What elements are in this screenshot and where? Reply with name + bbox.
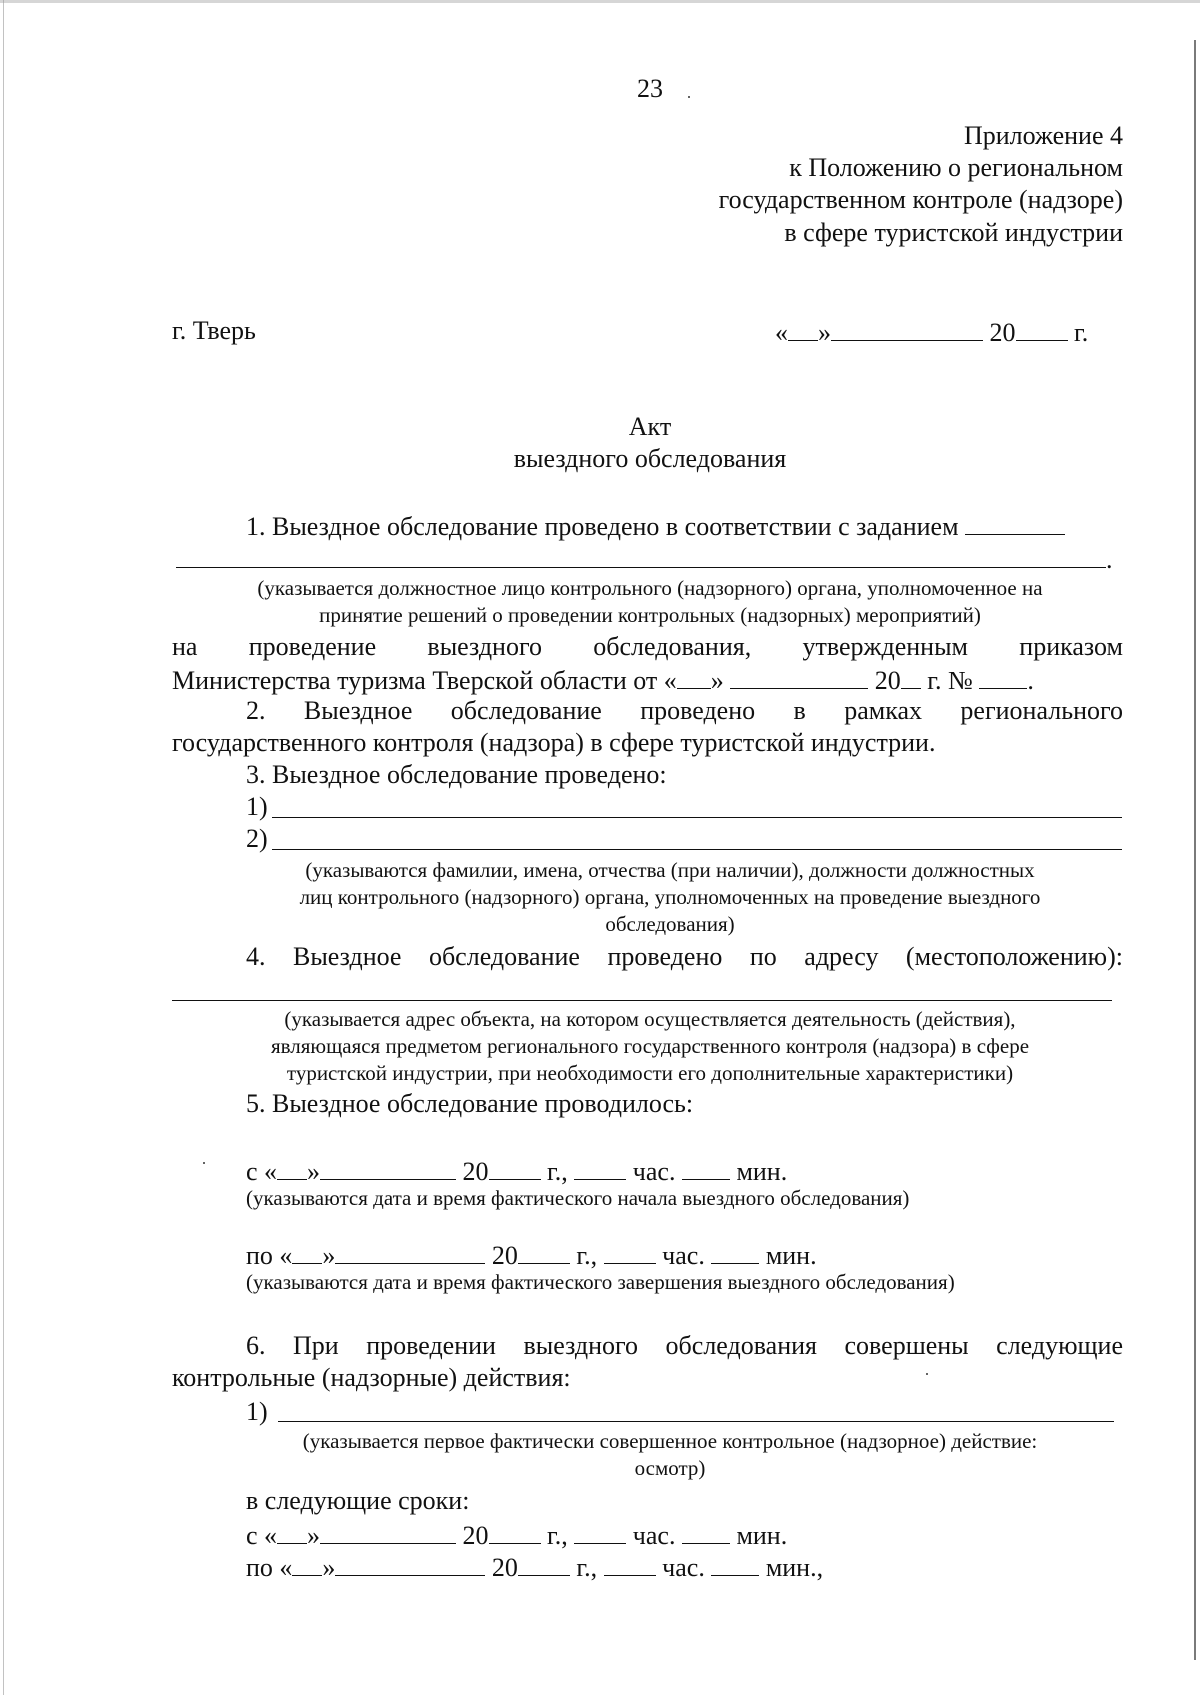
start-mins-blank <box>682 1157 730 1180</box>
start-year-blank <box>489 1157 541 1180</box>
term-start-prefix: с « <box>246 1521 278 1550</box>
scan-edge-right <box>1194 40 1196 1660</box>
end-year-suffix: г., <box>576 1241 598 1270</box>
end-close-quote: » <box>322 1241 336 1270</box>
s6-line-1: 6. При проведении выездного обследования совершены следующие <box>246 1331 1123 1360</box>
s1-text <box>246 512 1065 540</box>
term-end-year-prefix: 20 <box>491 1553 518 1582</box>
term-end-day-blank <box>292 1553 322 1576</box>
start-close-quote: » <box>307 1157 321 1186</box>
order-year-blank <box>901 666 921 689</box>
page-number: 23 <box>637 74 663 103</box>
s1-cont-1: на проведение выездного обследования, утвержденным приказом <box>172 632 1123 661</box>
term-start-year-prefix: 20 <box>462 1521 489 1550</box>
s6-note-2: осмотр) <box>634 1456 706 1480</box>
end-prefix: по « <box>246 1241 293 1270</box>
year-prefix: 20 <box>989 318 1016 347</box>
order-date-prefix: Министерства туризма Тверской области от « <box>172 666 677 695</box>
date-field <box>775 318 1088 346</box>
year-blank <box>1016 318 1068 341</box>
term-end-close-quote: » <box>322 1553 336 1582</box>
scan-speck <box>203 1162 205 1164</box>
start-year-suffix: г., <box>547 1157 568 1186</box>
s4-note-1: (указывается адрес объекта, на котором осуществляется деятельность (действия), <box>284 1007 1016 1031</box>
year-suffix: г. <box>1074 318 1089 347</box>
s3-item-2-line <box>272 849 1122 850</box>
s6-terms: в следующие сроки: <box>246 1486 470 1515</box>
s6-start-row <box>246 1521 787 1549</box>
start-hours-label: час. <box>632 1157 676 1186</box>
s1-label: 1. Выездное обследование проведено в соответствии с заданием <box>246 512 959 541</box>
term-end-year-suffix: г., <box>576 1553 598 1582</box>
date-open-quote: « <box>775 318 788 347</box>
doc-subtitle: выездного обследования <box>513 444 787 473</box>
s2-line-1: 2. Выездное обследование проведено в рамках регионального <box>246 696 1123 725</box>
order-number-blank <box>979 666 1027 689</box>
term-start-mins-blank <box>682 1521 730 1544</box>
month-blank <box>831 318 983 341</box>
s2-line-2: государственного контроля (надзора) в сфере туристской индустрии. <box>172 728 936 757</box>
s4-note-3: туристской индустрии, при необходимости его дополнительные характеристики) <box>286 1061 1014 1085</box>
scan-speck <box>926 1373 928 1375</box>
s1-note-1: (указывается должностное лицо контрольного (надзорного) органа, уполномоченное на <box>257 576 1043 600</box>
end-mins-label: мин. <box>765 1241 817 1270</box>
order-month-blank <box>730 666 868 689</box>
term-end-hours-label: час. <box>662 1553 705 1582</box>
term-end-mins-blank <box>711 1553 759 1576</box>
s1-note-2: принятие решений о проведении контрольных (надзорных) мероприятий) <box>319 603 981 627</box>
start-year-prefix: 20 <box>462 1157 489 1186</box>
start-prefix: с « <box>246 1157 278 1186</box>
s1-period: . <box>1106 545 1113 574</box>
s6-item-1: 1) <box>246 1397 268 1426</box>
end-hours-label: час. <box>662 1241 705 1270</box>
appendix-line-3: в сфере туристской индустрии <box>784 218 1123 247</box>
term-start-close-quote: » <box>307 1521 321 1550</box>
s4-note-2: являющаяся предметом регионального государственного контроля (надзора) в сфере <box>270 1034 1030 1058</box>
scan-edge-left <box>3 0 4 1695</box>
term-start-month-blank <box>320 1521 456 1544</box>
s5-start-row <box>246 1157 787 1185</box>
s3-item-1-line <box>272 817 1122 818</box>
place: г. Тверь <box>172 316 256 345</box>
appendix-line-1: к Положению о региональном <box>789 153 1123 182</box>
order-day-blank <box>677 666 711 689</box>
s3-item-1: 1) <box>246 792 268 821</box>
start-hours-blank <box>574 1157 626 1180</box>
s3-text: 3. Выездное обследование проведено: <box>246 760 667 789</box>
term-start-year-blank <box>489 1521 541 1544</box>
s6-item-1-line <box>278 1421 1114 1422</box>
term-start-hours-label: час. <box>632 1521 676 1550</box>
date-close-quote: » <box>818 318 831 347</box>
s3-note-1: (указываются фамилии, имена, отчества (при наличии), должности должностных <box>305 858 1035 882</box>
end-month-blank <box>335 1241 485 1264</box>
s5-end-row <box>246 1241 817 1269</box>
s5-note-end: (указываются дата и время фактического завершения выездного обследования) <box>246 1270 955 1294</box>
scan-edge-top <box>0 0 1200 3</box>
order-close-quote: » <box>710 666 724 695</box>
s6-note-1: (указывается первое фактически совершенное контрольное (надзорное) действие: <box>302 1429 1038 1453</box>
term-start-mins-label: мин. <box>736 1521 788 1550</box>
order-year-prefix: 20 <box>874 666 901 695</box>
doc-title: Акт <box>628 412 672 441</box>
s3-note-3: обследования) <box>605 912 735 936</box>
term-start-year-suffix: г., <box>547 1521 568 1550</box>
start-day-blank <box>277 1157 307 1180</box>
end-day-blank <box>292 1241 322 1264</box>
term-start-hours-blank <box>574 1521 626 1544</box>
appendix-title: Приложение 4 <box>963 121 1123 150</box>
end-year-prefix: 20 <box>491 1241 518 1270</box>
s1-fill-line <box>176 567 1106 568</box>
end-year-blank <box>518 1241 570 1264</box>
s6-line-2: контрольные (надзорные) действия: <box>172 1363 571 1392</box>
term-end-hours-blank <box>604 1553 656 1576</box>
s6-end-row <box>246 1553 823 1581</box>
day-blank <box>788 318 818 341</box>
s1-assignment-blank <box>965 512 1065 535</box>
s3-note-2: лиц контрольного (надзорного) органа, уполномоченных на проведение выездного <box>299 885 1041 909</box>
term-end-month-blank <box>335 1553 485 1576</box>
s1-cont-2: Министерства туризма Тверской области от « » 20 г. № . <box>172 666 1034 695</box>
start-mins-label: мин. <box>736 1157 788 1186</box>
term-end-year-blank <box>518 1553 570 1576</box>
term-start-day-blank <box>277 1521 307 1544</box>
s3-item-2: 2) <box>246 824 268 853</box>
start-month-blank <box>320 1157 456 1180</box>
s4-text: 4. Выездное обследование проведено по адресу (местоположению): <box>246 942 1123 971</box>
appendix-line-2: государственном контроле (надзоре) <box>718 185 1123 214</box>
s4-address-line <box>172 1000 1112 1001</box>
term-end-mins-label: мин., <box>765 1553 824 1582</box>
order-number-label: г. № <box>927 666 973 695</box>
s5-text: 5. Выездное обследование проводилось: <box>246 1089 694 1118</box>
end-hours-blank <box>604 1241 656 1264</box>
term-end-prefix: по « <box>246 1553 293 1582</box>
s5-note-start: (указываются дата и время фактического начала выездного обследования) <box>246 1186 910 1210</box>
end-mins-blank <box>711 1241 759 1264</box>
